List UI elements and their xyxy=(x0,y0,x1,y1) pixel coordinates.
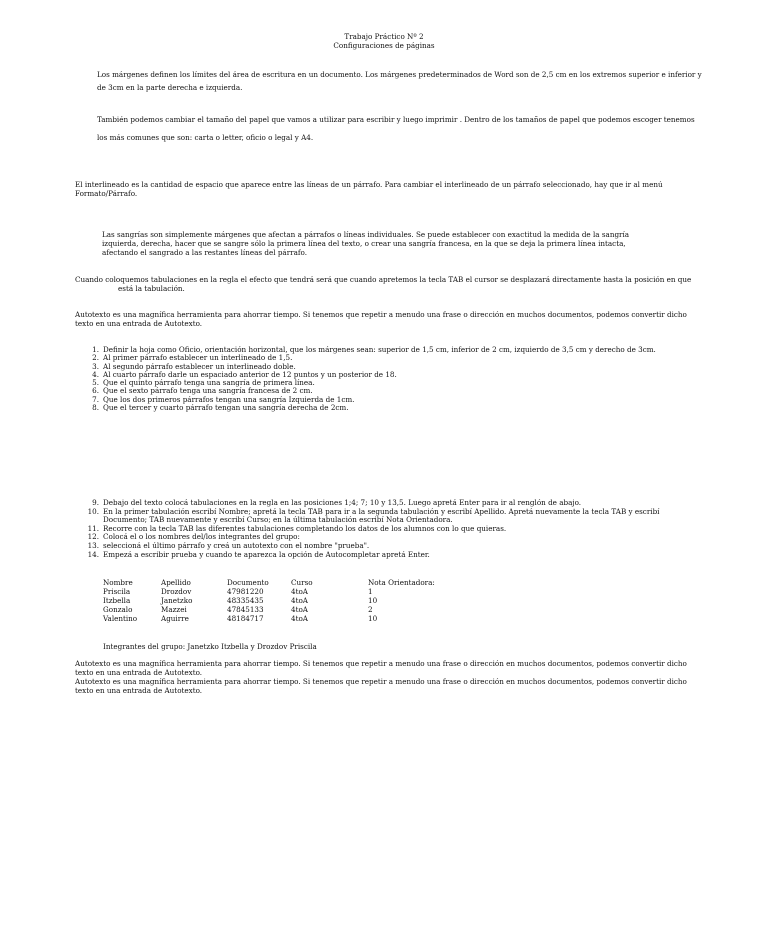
document-title: Trabajo Práctico Nº 2 xyxy=(344,32,424,41)
list-text: seleccioná el último párrafo y creá un autotexto con el nombre "prueba". xyxy=(103,540,370,550)
table-cell: 4toA xyxy=(291,596,308,605)
paragraph-tabulaciones xyxy=(75,275,715,293)
table-cell: Priscila xyxy=(103,587,131,596)
list-text: Colocá el o los nombres del/los integrantes del grupo: xyxy=(103,532,300,542)
list-number: 2. xyxy=(92,353,99,363)
list-number: 5. xyxy=(92,378,99,388)
autotexto-repeat-1: Autotexto es una magnífica herramienta para ahorrar tiempo. Si tenemos que repetir a menudo una frase o dirección en muchos documentos, podemos convertir dicho texto en una entrada de Autotexto. xyxy=(75,659,687,677)
column-header: Apellido xyxy=(161,578,191,587)
list-item xyxy=(87,404,687,412)
paragraph-autotexto: Autotexto es una magnífica herramienta para ahorrar tiempo. Si tenemos que repetir a menudo una frase o dirección en muchos documentos, podemos convertir dicho texto en una entrada de Autotexto. xyxy=(75,310,687,328)
column-header: Documento xyxy=(227,578,269,587)
list-text: Al segundo párrafo establecer un interlineado doble. xyxy=(103,361,296,371)
column-header: Nombre xyxy=(103,578,133,587)
paragraph-papel: También podemos cambiar el tamaño del papel que vamos a utilizar para escribir y luego imprimir . Dentro de los tamaños de papel que podemos escoger tenemos los más comunes que son: carta o letter, oficio o legal y A4. xyxy=(97,115,695,142)
table-cell: 4toA xyxy=(291,614,308,623)
table-cell: Janetzko xyxy=(161,596,193,605)
table-cell: Drozdov xyxy=(161,587,192,596)
table-cell: 4toA xyxy=(291,587,308,596)
table-cell: Mazzei xyxy=(161,605,187,614)
list-text: Que los dos primeros párrafos tengan una sangría Izquierda de 1cm. xyxy=(103,394,355,404)
list-number: 9. xyxy=(92,498,99,507)
column-header: Curso xyxy=(291,578,313,587)
table-cell: 4toA xyxy=(291,605,308,614)
list-text: Al cuarto párrafo darle un espaciado anterior de 12 puntos y un posterior de 18. xyxy=(103,369,397,379)
table-cell: 10 xyxy=(368,596,378,605)
autotexto-repeat-2: Autotexto es una magnífica herramienta para ahorrar tiempo. Si tenemos que repetir a menudo una frase o dirección en muchos documentos, podemos convertir dicho texto en una entrada de Autotexto. xyxy=(75,677,687,695)
list-number: 10. xyxy=(87,506,99,516)
list-text: En la primer tabulación escribí Nombre; apretá la tecla TAB para ir a la segunda tabulación y escribí Apellido. Apretá nuevamente la tecla TAB y escribí Documento; TAB nuevamente y escribí Curso; en la última tabulación escribí Nota Orientadora. xyxy=(103,506,660,525)
table-header-row xyxy=(103,578,458,587)
list-number: 4. xyxy=(92,369,99,379)
table-cell: Itzbella xyxy=(103,596,131,605)
list-number: 11. xyxy=(87,523,99,533)
list-number: 12. xyxy=(87,532,99,542)
list-item xyxy=(84,508,704,525)
table-cell: 48184717 xyxy=(227,614,264,623)
list-text: Que el quinto párrafo tenga una sangría de primera línea. xyxy=(103,378,315,388)
table-row xyxy=(103,614,458,623)
table-cell: 48335435 xyxy=(227,596,264,605)
list-text: Al primer párrafo establecer un interlineado de 1,5. xyxy=(103,353,293,363)
instructions-list-1 xyxy=(87,346,687,412)
column-header: Nota Orientadora: xyxy=(368,578,435,587)
paragraph-margenes: Los márgenes definen los límites del área de escritura en un documento. Los márgenes predeterminados de Word son de 2,5 cm en los extremos superior e inferior y de 3cm en la parte derecha e izquierda. xyxy=(97,70,702,92)
table-cell: 47845133 xyxy=(227,605,264,614)
list-text: Empezá a escribir prueba y cuando te aparezca la opción de Autocompletar apretá Enter. xyxy=(103,549,430,559)
list-item xyxy=(84,551,704,560)
paragraph-sangrias: Las sangrías son simplemente márgenes que afectan a párrafos o líneas individuales. Se puede establecer con exactitud la medida de la sangría izquierda, derecha, hacer que se sangre sólo la primera línea del texto, o crear una sangría francesa, en la que se deja la primera línea intacta, afectando el sangrado a las restantes líneas del párrafo. xyxy=(102,230,630,257)
table-row xyxy=(103,587,458,596)
instructions-list-2 xyxy=(84,499,704,559)
paragraph-interlineado: El interlineado es la cantidad de espacio que aparece entre las líneas de un párrafo. Para cambiar el interlineado de un párrafo seleccionado, hay que ir al menú Formato/Párrafo. xyxy=(75,180,663,198)
table-cell: 47981220 xyxy=(227,587,264,596)
table-row xyxy=(103,596,458,605)
table-cell: 10 xyxy=(368,614,378,623)
list-number: 13. xyxy=(87,540,99,550)
list-text: Definir la hoja como Oficio, orientación horizontal, que los márgenes sean: superior de 1,5 cm, inferior de 2 cm, izquierdo de 3,5 cm y derecho de 3cm. xyxy=(103,345,656,354)
list-text: Recorre con la tecla TAB las diferentes tabulaciones completando los datos de los alumnos con lo que quieras. xyxy=(103,523,507,533)
list-number: 1. xyxy=(92,345,99,354)
list-number: 8. xyxy=(92,403,99,413)
students-table xyxy=(103,578,458,623)
table-cell: Gonzalo xyxy=(103,605,133,614)
table-row xyxy=(103,605,458,614)
document-subtitle: Configuraciones de páginas xyxy=(333,41,435,50)
list-text: Que el tercer y cuarto párrafo tengan una sangría derecha de 2cm. xyxy=(103,403,349,413)
table-cell: 2 xyxy=(368,605,373,614)
list-number: 3. xyxy=(92,361,99,371)
table-cell: Valentino xyxy=(103,614,138,623)
list-number: 6. xyxy=(92,386,99,396)
integrantes-line: Integrantes del grupo: Janetzko Itzbella y Drozdov Priscila xyxy=(103,642,317,651)
table-cell: Aguirre xyxy=(161,614,189,623)
list-number: 14. xyxy=(87,549,99,559)
list-text: Debajo del texto colocá tabulaciones en la regla en las posiciones 1;4; 7; 10 y 13,5. Luego apretá Enter para ir al renglón de abajo. xyxy=(103,498,582,507)
table-cell: 1 xyxy=(368,587,373,596)
tabulaciones-line-2: está la tabulación. xyxy=(118,284,185,293)
list-number: 7. xyxy=(92,394,99,404)
list-text: Que el sexto párrafo tenga una sangría francesa de 2 cm. xyxy=(103,386,313,396)
tabulaciones-line-1: Cuando coloquemos tabulaciones en la regla el efecto que tendrá será que cuando apretemos la tecla TAB el cursor se desplazará directamente hasta la posición en que xyxy=(75,275,692,284)
